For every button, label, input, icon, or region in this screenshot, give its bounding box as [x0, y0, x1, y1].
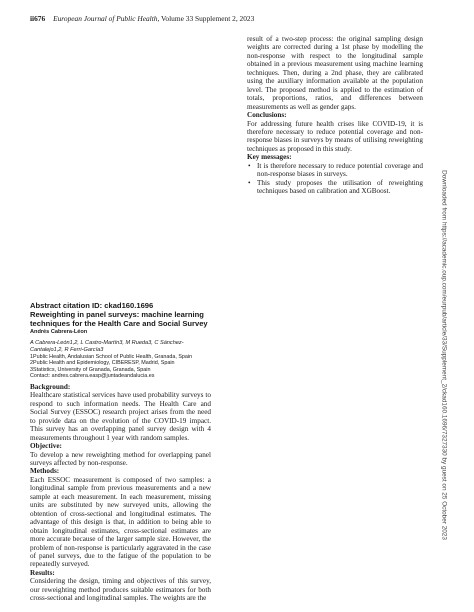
download-watermark-text: Downloaded from https://academic.oup.com/eurpub/article/33/Supplement_2/ckad160.1696/7327330 by guest on 25 October 2023 [440, 170, 448, 540]
objective-heading: Objective: [30, 442, 62, 451]
abstract-citation-id: Abstract citation ID: ckad160.1696 [30, 301, 154, 310]
key-message-item [247, 179, 423, 196]
author-list: A Cabrera-León1,2, L Castro-Martín3, M Rueda3, C Sánchez-Cantalejo1,2, R Ferri-García3 [30, 340, 184, 353]
journal-volume: Volume 33 Supplement 2, 2023 [161, 14, 255, 23]
running-header [30, 14, 430, 23]
key-messages-list [247, 162, 423, 196]
contact-email: Contact: andres.cabrera.easp@juntadeandalucia.es [30, 373, 155, 380]
key-message-item [247, 162, 423, 179]
abstract-title: Reweighting in panel surveys: machine learning techniques for the Health Care and Social Survey [30, 309, 208, 328]
conclusions-text: For addressing future health crises like COVID-19, it is therefore necessary to reduce potential coverage and non-response biases in surveys by means of utilising reweighting techniques as proposed in this study. [247, 119, 423, 153]
abstract-body [30, 383, 211, 603]
results-continuation: result of a two-step process: the original sampling design weights are corrected during a 1st phase by modelling the non-response with respect to the longitudinal sample obtained in a previous measurement using machine learning techniques. Then, during a 2nd phase, they are calibrated using the auxiliary information available at the population level. The proposed method is applied to the estimation of totals, proportions, ratios, and differences between measurements as well as gender gaps. [247, 35, 423, 111]
journal-name: European Journal of Public Health, [53, 14, 160, 23]
download-watermark [437, 130, 451, 580]
key-message-text: This study proposes the utilisation of reweighting techniques based on calibration and XGBoost. [257, 178, 423, 196]
right-column [247, 35, 423, 196]
bullet-icon: • [248, 178, 251, 187]
conclusions-heading: Conclusions: [247, 111, 287, 120]
page-number: ii676 [30, 14, 46, 23]
bullet-icon: • [248, 161, 251, 170]
abstract-column [30, 302, 211, 603]
results-text: Considering the design, timing and objectives of this survey, our reweighting method produces suitable estimators for both cross-sectional and longitudinal samples. The weights are the [30, 577, 211, 603]
presenting-author: Andrés Cabrera-Léon [30, 329, 88, 336]
results-heading: Results: [30, 568, 55, 577]
background-heading: Background: [30, 382, 71, 391]
methods-text: Each ESSOC measurement is composed of two samples: a longitudinal sample from previous measurements and a new sample at each measurement. In each measurement, missing units are substituted by new surveyed units, allowing the obtention of cross-sectional and longitudinal estimates. The advantage of this design is that, in addition to being able to obtain longitudinal estimates, cross-sectional estimates are more accurate because of the larger sample size. However, the problem of non-response is particularly aggravated in the case of panel surveys, due to the fatigue of the population to be repeatedly surveyed. [30, 475, 211, 569]
key-messages-heading: Key messages: [247, 153, 292, 162]
key-message-text: It is therefore necessary to reduce potential coverage and non-response biases in surveys. [257, 161, 423, 179]
objective-text: To develop a new reweighting method for overlapping panel surveys affected by non-response. [30, 450, 211, 468]
background-text: Healthcare statistical services have used probability surveys to respond to such information needs. The Health Care and Social Survey (ESSOC) research project arises from the need to provide data on the evolution of the COVID-19 impact. This survey has an overlapping panel survey design with 4 measurements throughout 1 year with random samples. [30, 391, 211, 442]
affiliation: 1Public Health, Andalusian School of Public Health, Granada, Spain [30, 353, 193, 360]
affiliation: 2Public Health and Epidemiology, CIBERESP, Madrid, Spain [30, 360, 175, 367]
affiliation: 3Statistics, University of Granada, Granada, Spain [30, 366, 151, 373]
methods-heading: Methods: [30, 467, 60, 476]
